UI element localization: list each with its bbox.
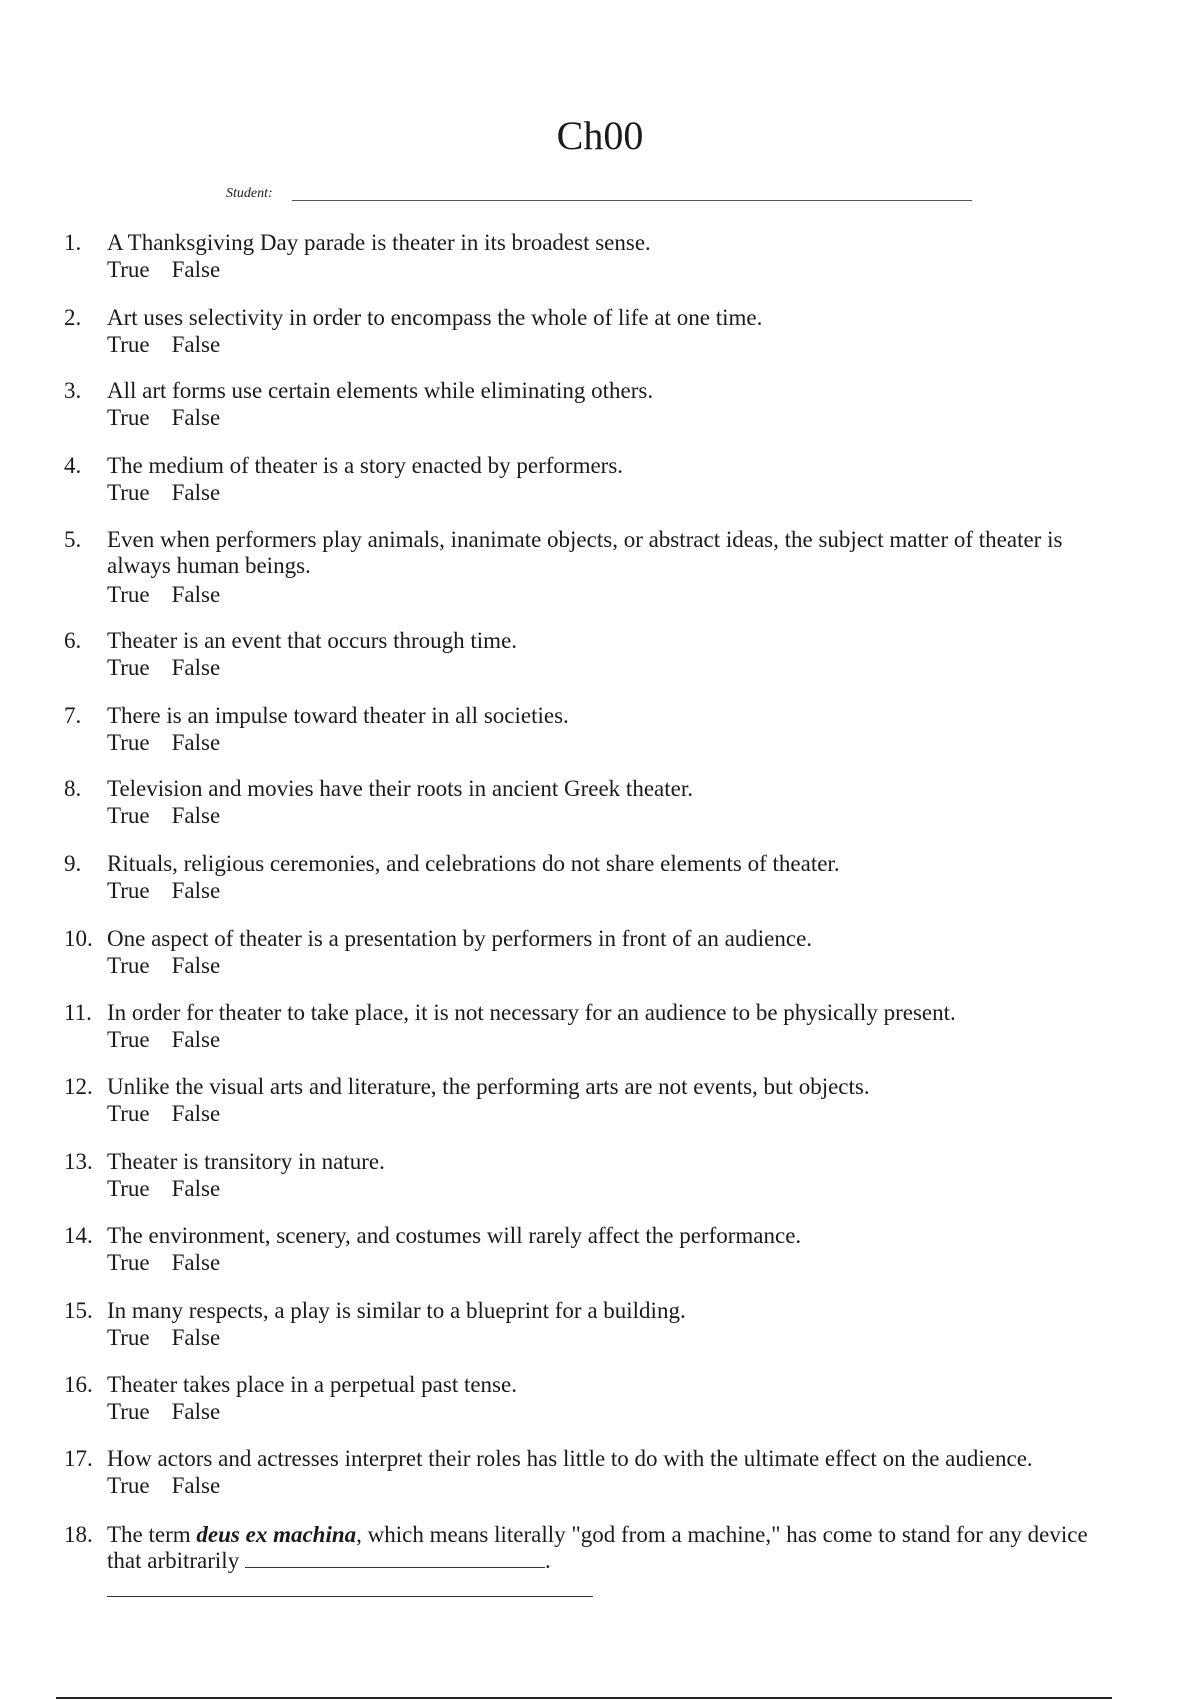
answer-options xyxy=(107,803,220,829)
answer-options xyxy=(107,878,220,904)
question-number: 14. xyxy=(64,1223,93,1248)
answer-blank-line[interactable] xyxy=(107,1596,593,1597)
false-option[interactable]: False xyxy=(171,582,221,607)
question-text: In order for theater to take place, it is not necessary for an audience to be physically present. xyxy=(107,1000,956,1025)
question-text: The environment, scenery, and costumes will rarely affect the performance. xyxy=(107,1223,802,1248)
true-option[interactable]: True xyxy=(107,953,150,978)
question-text: Even when performers play animals, inanimate objects, or abstract ideas, the subject matter of theater is always human beings. xyxy=(107,527,1063,578)
true-option[interactable]: True xyxy=(107,1325,150,1350)
answer-options xyxy=(107,1176,220,1202)
true-option[interactable]: True xyxy=(107,1473,150,1498)
answer-options xyxy=(107,582,220,608)
question-number: 17. xyxy=(64,1446,93,1471)
answer-options xyxy=(107,1027,220,1053)
true-option[interactable]: True xyxy=(107,1101,150,1126)
false-option[interactable]: False xyxy=(171,1473,221,1498)
answer-options xyxy=(107,1473,220,1499)
false-option[interactable]: False xyxy=(171,480,221,505)
false-option[interactable]: False xyxy=(171,1101,221,1126)
false-option[interactable]: False xyxy=(171,1325,221,1350)
question-number: 18. xyxy=(64,1522,93,1547)
true-option[interactable]: True xyxy=(107,878,150,903)
question-text: Television and movies have their roots in ancient Greek theater. xyxy=(107,776,693,801)
false-option[interactable]: False xyxy=(171,730,221,755)
question-text: Rituals, religious ceremonies, and celebrations do not share elements of theater. xyxy=(107,851,840,876)
question-text: The medium of theater is a story enacted by performers. xyxy=(107,453,624,478)
question-number: 10. xyxy=(64,926,93,951)
true-option[interactable]: True xyxy=(107,1399,150,1424)
page-title: Ch00 xyxy=(556,113,644,158)
question-number: 13. xyxy=(64,1149,93,1174)
true-option[interactable]: True xyxy=(107,1027,150,1052)
false-option[interactable]: False xyxy=(171,1027,221,1052)
footer-rule xyxy=(56,1697,1112,1699)
answer-options xyxy=(107,1101,220,1127)
question-text: How actors and actresses interpret their roles has little to do with the ultimate effect on the audience. xyxy=(107,1446,1033,1471)
answer-blank-inline[interactable] xyxy=(245,1549,545,1568)
question-text: Theater takes place in a perpetual past tense. xyxy=(107,1372,517,1397)
answer-options xyxy=(107,655,220,681)
true-option[interactable]: True xyxy=(107,332,150,357)
student-label: Student: xyxy=(226,186,273,201)
question-number: 2. xyxy=(64,305,82,330)
true-option[interactable]: True xyxy=(107,257,150,282)
answer-options xyxy=(107,1250,220,1276)
true-option[interactable]: True xyxy=(107,1176,150,1201)
question-term: deus ex machina xyxy=(196,1522,357,1547)
question-text: Theater is an event that occurs through time. xyxy=(107,628,518,653)
true-option[interactable]: True xyxy=(107,730,150,755)
question-number: 1. xyxy=(64,230,82,255)
question-text: Theater is transitory in nature. xyxy=(107,1149,385,1174)
answer-options xyxy=(107,405,220,431)
question-text-suffix: , which means literally "god from a machine," has come to stand for any device that arbitrarily xyxy=(107,1522,1088,1573)
question-number: 6. xyxy=(64,628,82,653)
question-number: 8. xyxy=(64,776,82,801)
question-number: 5. xyxy=(64,527,82,552)
true-option[interactable]: True xyxy=(107,582,150,607)
question-number: 16. xyxy=(64,1372,93,1397)
answer-options xyxy=(107,730,220,756)
true-option[interactable]: True xyxy=(107,405,150,430)
question-text: All art forms use certain elements while eliminating others. xyxy=(107,378,654,403)
false-option[interactable]: False xyxy=(171,655,221,680)
question-number: 4. xyxy=(64,453,82,478)
true-option[interactable]: True xyxy=(107,803,150,828)
question-number: 15. xyxy=(64,1298,93,1323)
answer-options xyxy=(107,332,220,358)
question-number: 7. xyxy=(64,703,82,728)
false-option[interactable]: False xyxy=(171,405,221,430)
question-number: 12. xyxy=(64,1074,93,1099)
false-option[interactable]: False xyxy=(171,1176,221,1201)
question-number: 11. xyxy=(64,1000,92,1025)
false-option[interactable]: False xyxy=(171,1399,221,1424)
question-text xyxy=(107,1522,1107,1574)
answer-options xyxy=(107,480,220,506)
false-option[interactable]: False xyxy=(171,878,221,903)
question-text: There is an impulse toward theater in all societies. xyxy=(107,703,569,728)
question-text: Unlike the visual arts and literature, the performing arts are not events, but objects. xyxy=(107,1074,870,1099)
false-option[interactable]: False xyxy=(171,803,221,828)
false-option[interactable]: False xyxy=(171,332,221,357)
false-option[interactable]: False xyxy=(171,953,221,978)
question-text: In many respects, a play is similar to a blueprint for a building. xyxy=(107,1298,686,1323)
question-text-end: . xyxy=(544,1548,551,1573)
question-text: A Thanksgiving Day parade is theater in its broadest sense. xyxy=(107,230,651,255)
question-text: One aspect of theater is a presentation by performers in front of an audience. xyxy=(107,926,813,951)
answer-options xyxy=(107,257,220,283)
answer-options xyxy=(107,1399,220,1425)
question-text: Art uses selectivity in order to encompass the whole of life at one time. xyxy=(107,305,763,330)
question-text-prefix: The term xyxy=(107,1522,197,1547)
question-number: 3. xyxy=(64,378,82,403)
true-option[interactable]: True xyxy=(107,655,150,680)
true-option[interactable]: True xyxy=(107,1250,150,1275)
answer-options xyxy=(107,1325,220,1351)
true-option[interactable]: True xyxy=(107,480,150,505)
false-option[interactable]: False xyxy=(171,257,221,282)
question-number: 9. xyxy=(64,851,82,876)
false-option[interactable]: False xyxy=(171,1250,221,1275)
answer-options xyxy=(107,953,220,979)
